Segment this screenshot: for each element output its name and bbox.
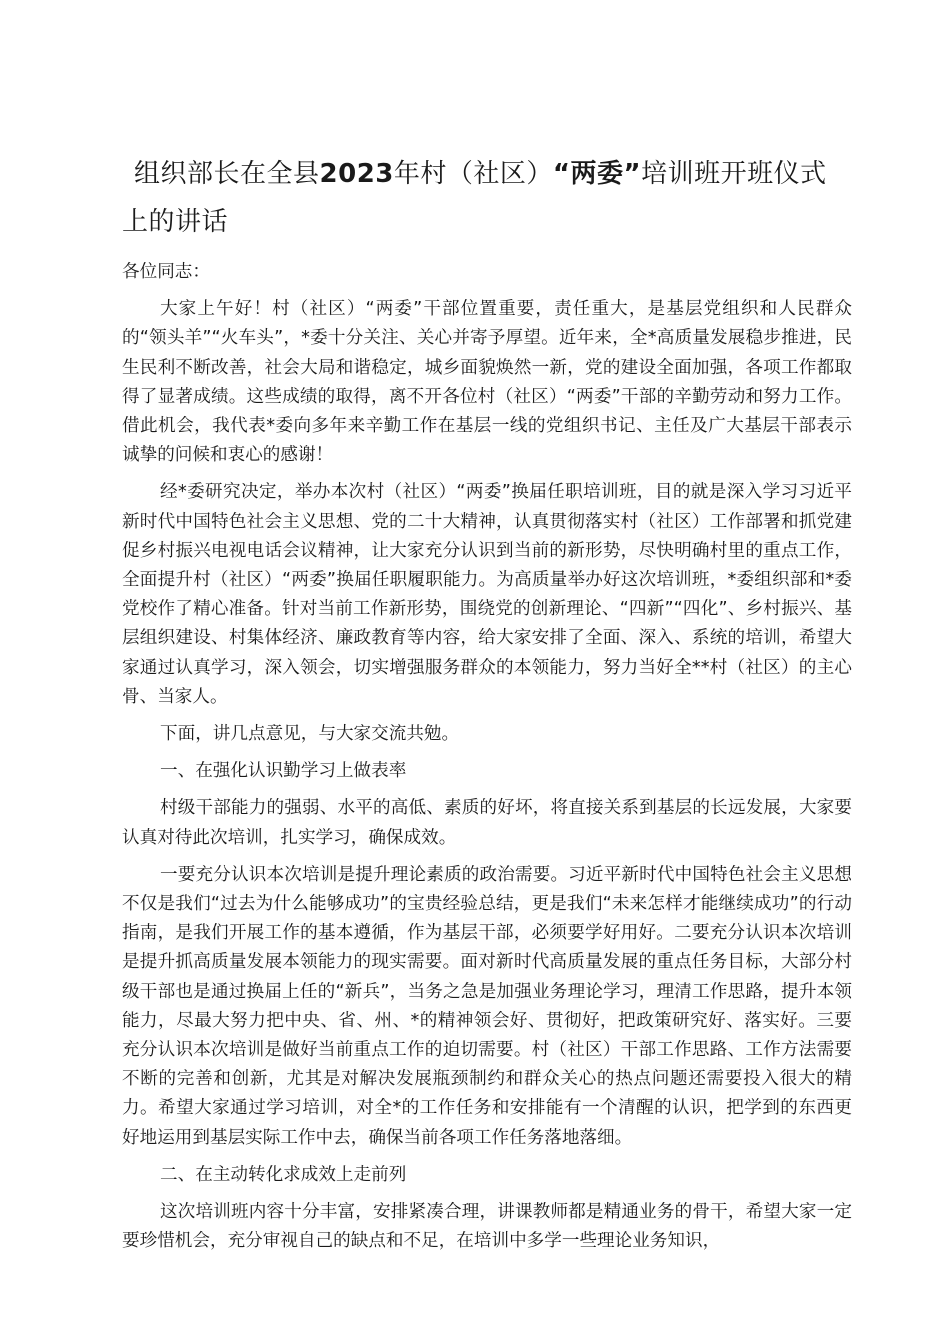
greeting: 各位同志： xyxy=(122,262,210,282)
paragraph: 大家上午好！村（社区）“两委”干部位置重要，责任重大，是基层党组织和人民群众的“领头羊”“火车头”，*委十分关注、关心并寄予厚望。近年来，全*高质量发展稳步推进，民生民利不断改善，社会大局和谐稳定，城乡面貌焕然一新，党的建设全面加强，各项工作都取得了显著成绩。这些成绩的取得，离不开各位村（社区）“两委”干部的辛勤劳动和努力工作。借此机会，我代表*委向多年来辛勤工作在基层一线的党组织书记、主任及广大基层干部表示诚挚的问候和衷心的感谢！ xyxy=(122,299,852,466)
paragraph: 一要充分认识本次培训是提升理论素质的政治需要。习近平新时代中国特色社会主义思想不仅是我们“过去为什么能够成功”的宝贵经验总结，更是我们“未来怎样才能继续成功”的行动指南，是我们开展工作的基本遵循，作为基层干部，必须要学好用好。二要充分认识本次培训是提升抓高质量发展本领能力的现实需要。面对新时代高质量发展的重点任务目标，大部分村级干部也是通过换届上任的“新兵”，当务之急是加强业务理论学习，理清工作思路，提升本领能力，尽最大努力把中央、省、州、*的精神领会好、贯彻好，把政策研究好、落实好。三要充分认识本次培训是做好当前重点工作的迫切需要。村（社区）干部工作思路、工作方法需要不断的完善和创新，尤其是对解决发展瓶颈制约和群众关心的热点问题还需要投入很大的精力。希望大家通过学习培训，对全*的工作任务和安排能有一个清醒的认识，把学到的东西更好地运用到基层实际工作中去，确保当前各项工作任务落地落细。 xyxy=(122,864,852,1148)
paragraph: 经*委研究决定，举办本次村（社区）“两委”换届任职培训班，目的就是深入学习习近平新时代中国特色社会主义思想、党的二十大精神，认真贯彻落实村（社区）工作部署和抓党建促乡村振兴电视电话会议精神，让大家充分认识到当前的新形势，尽快明确村里的重点工作，全面提升村（社区）“两委”换届任职履职能力。为高质量举办好这次培训班，*委组织部和*委党校作了精心准备。针对当前工作新形势，围绕党的创新理论、“四新”“四化”、乡村振兴、基层组织建设、村集体经济、廉政教育等内容，给大家安排了全面、深入、系统的培训，希望大家通过认真学习，深入领会，切实增强服务群众的本领能力，努力当好全**村（社区）的主心骨、当家人。 xyxy=(122,482,852,707)
section-heading-2: 二、在主动转化求成效上走前列 xyxy=(160,1164,407,1185)
title-part-1: 组织部长在全县 xyxy=(134,159,320,189)
title-part-2: 年村（社区） xyxy=(393,159,553,189)
section-heading-1: 一、在强化认识勤学习上做表率 xyxy=(160,761,407,782)
document-title xyxy=(122,150,842,246)
title-year: 2023 xyxy=(319,159,394,189)
document-body xyxy=(122,258,852,1265)
title-part-3: 培训班开班仪式上的讲话 xyxy=(122,159,827,237)
paragraph: 这次培训班内容十分丰富，安排紧凑合理，讲课教师都是精通业务的骨干，希望大家一定要珍惜机会，充分审视自己的缺点和不足，在培训中多学一些理论业务知识， xyxy=(122,1202,852,1252)
title-quote: “两委” xyxy=(552,159,642,189)
paragraph: 村级干部能力的强弱、水平的高低、素质的好坏，将直接关系到基层的长远发展，大家要认真对待此次培训，扎实学习，确保成效。 xyxy=(122,798,852,848)
paragraph: 下面，讲几点意见，与大家交流共勉。 xyxy=(160,724,460,745)
